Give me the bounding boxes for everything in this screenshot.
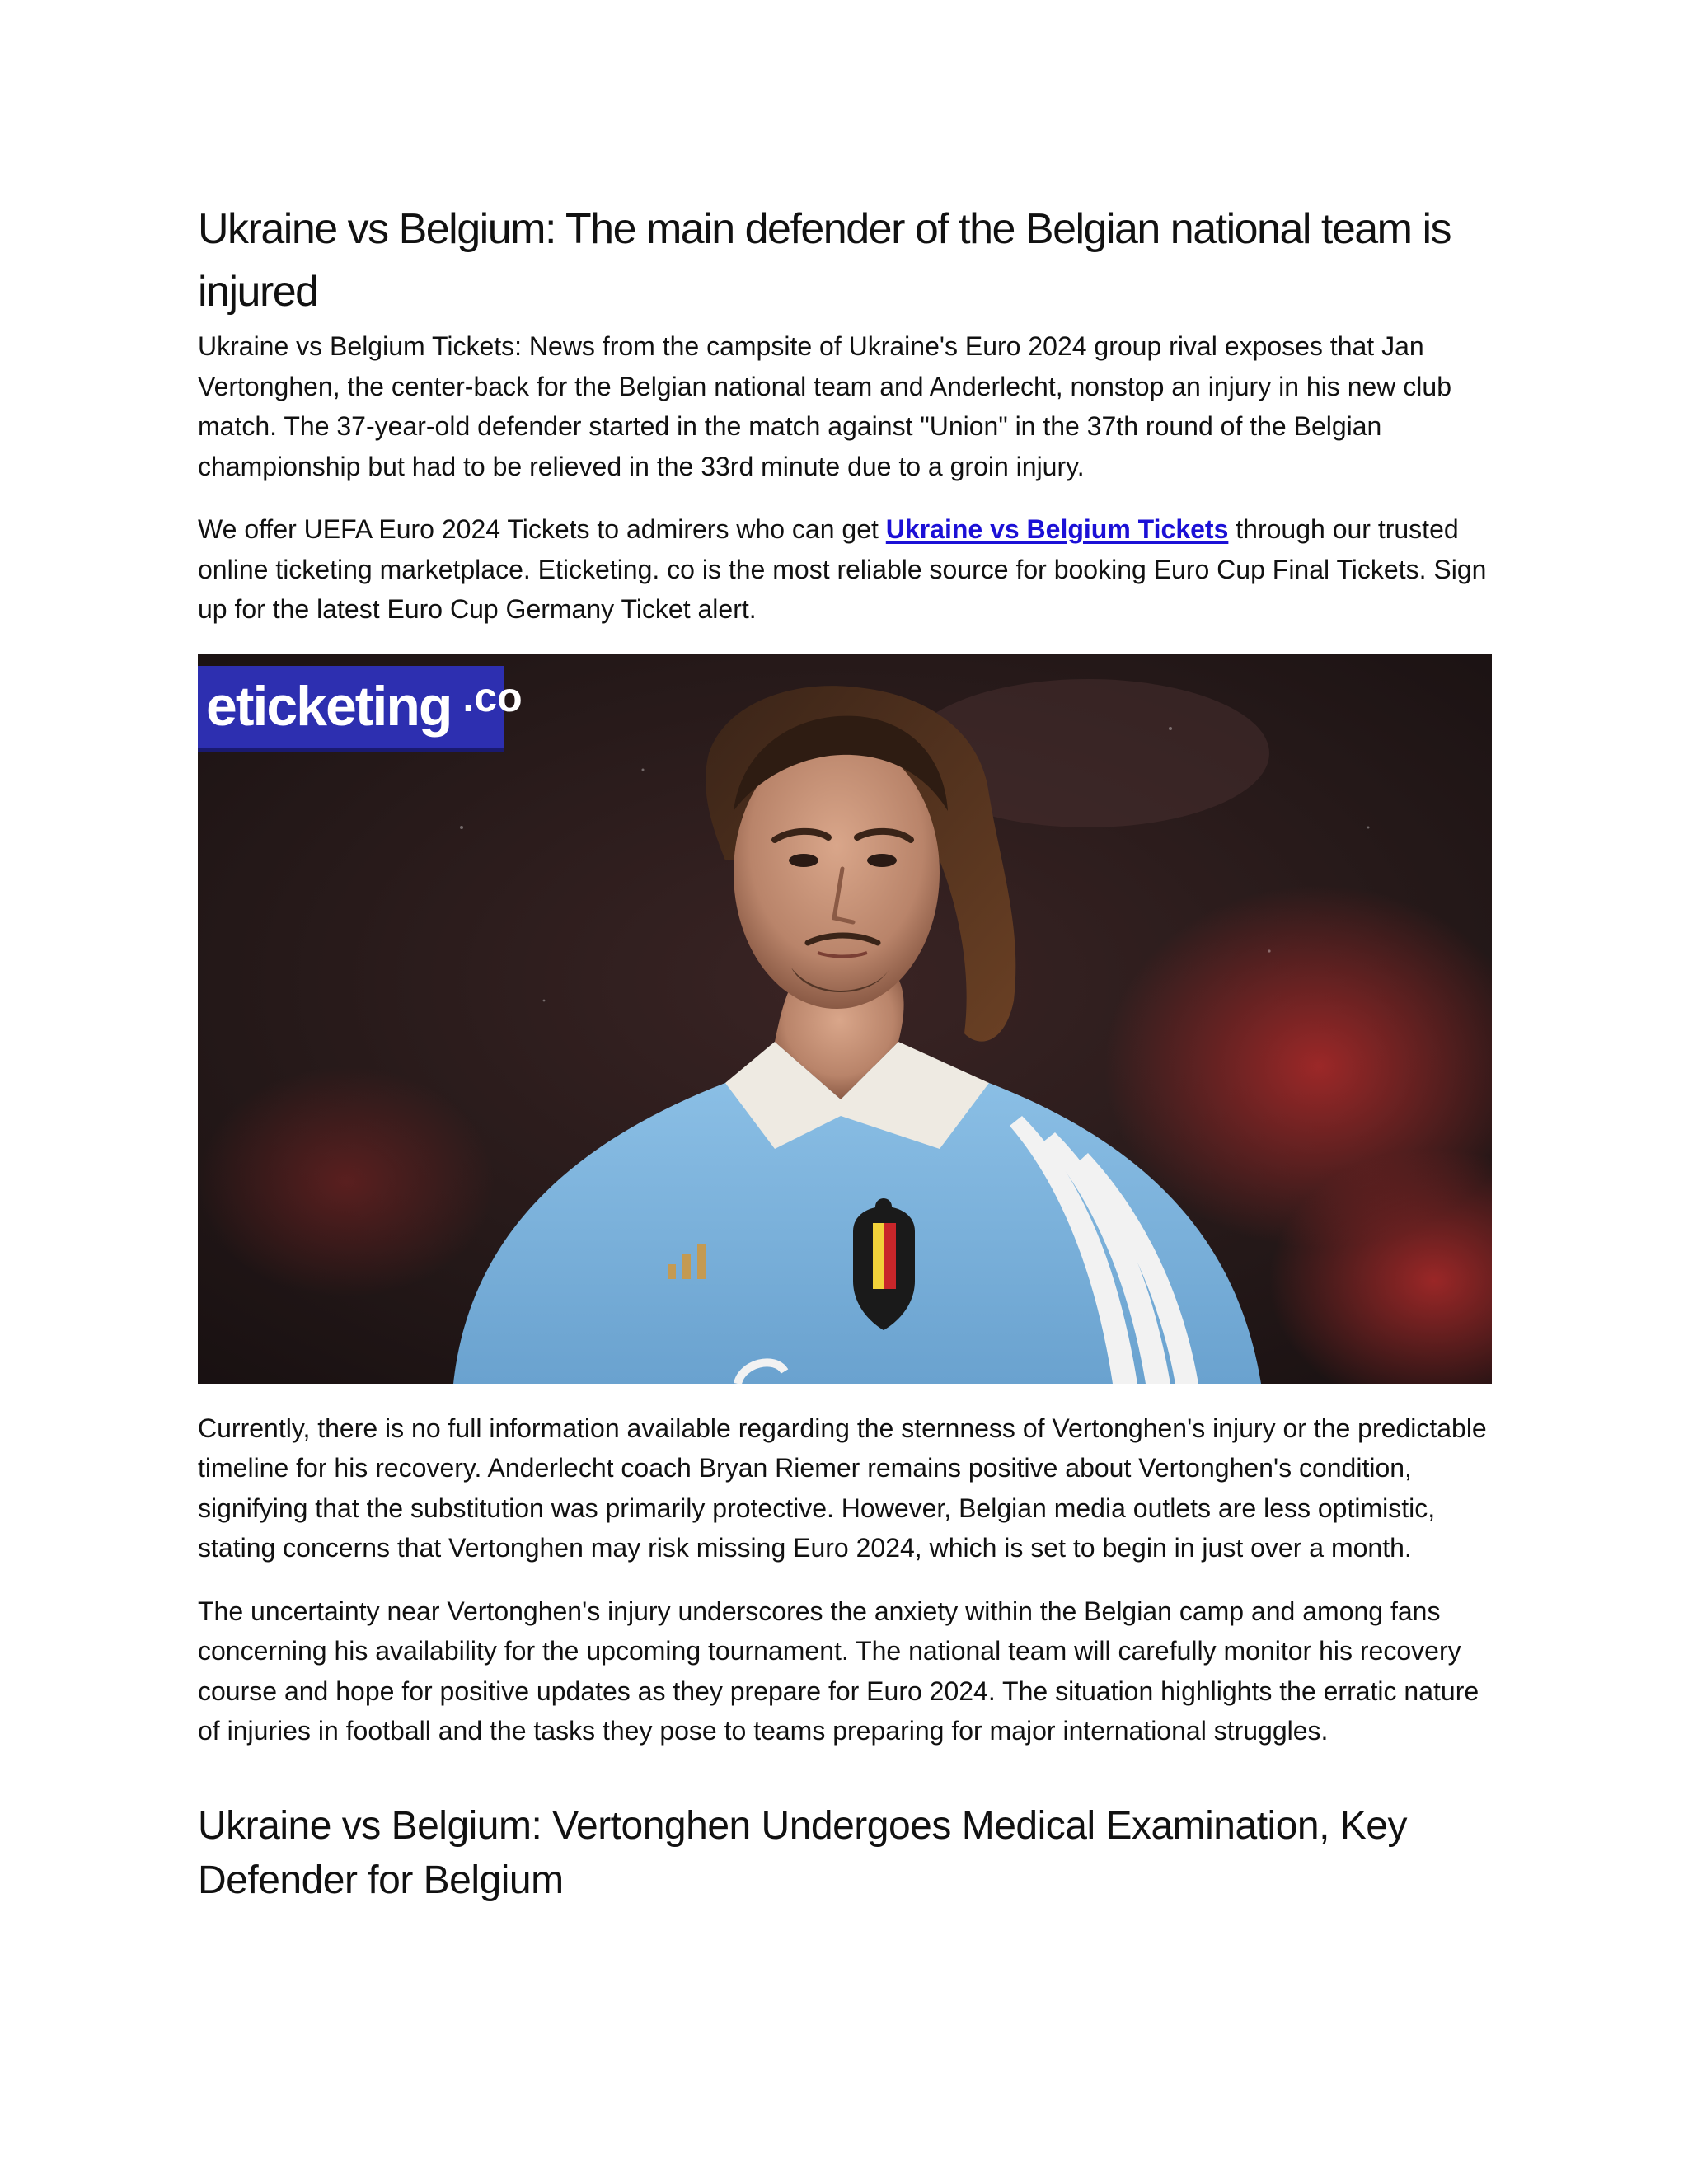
ukraine-vs-belgium-tickets-link[interactable]: Ukraine vs Belgium Tickets <box>885 514 1229 544</box>
article-title: Ukraine vs Belgium: The main defender of the Belgian national team is injured <box>198 205 1451 316</box>
paragraph-uncertainty: The uncertainty near Vertonghen's injury underscores the anxiety within the Belgian camp and among fans concerning his availability for the upcoming tournament. The national team will carefully monitor his recovery course and hope for positive updates as they prepare for Euro 2024. The situation highlights the erratic nature of injuries in football and the tasks they pose to teams preparing for major international struggles. <box>198 1596 1479 1746</box>
paragraph-offer-text-start: We offer UEFA Euro 2024 Tickets to admirers who can get <box>198 514 886 544</box>
paragraph-intro: Ukraine vs Belgium Tickets: News from the campsite of Ukraine's Euro 2024 group rival exposes that Jan Vertonghen, the center-back for the Belgian national team and Anderlecht, nonstop an injury in his new club match. The 37-year-old defender started in the match against "Union" in the 37th round of the Belgian championship but had to be relieved in the 33rd minute due to a groin injury. <box>198 331 1451 481</box>
paragraph-injury-status: Currently, there is no full information available regarding the sternness of Vertonghen's injury or the predictable timeline for his recovery. Anderlecht coach Bryan Riemer remains positive about Vertonghen's condition, signifying that the substitution was primarily protective. However, Belgian media outlets are less optimistic, stating concerns that Vertonghen may risk missing Euro 2024, which is set to begin in just over a month. <box>198 1413 1487 1563</box>
paragraph-offer <box>198 509 1492 630</box>
logo-wordmark: eticketing <box>206 675 452 738</box>
paragraph-offer-text-end: through our trusted online ticketing marketplace. Eticketing. co is the most reliable source for booking Euro Cup Final Tickets. Sign up for the latest Euro Cup Germany Ticket alert. <box>198 514 1487 624</box>
document-page <box>198 198 1492 1908</box>
player-photo-illustration <box>198 654 1492 1384</box>
eticketing-logo <box>198 666 523 752</box>
article-subheading: Ukraine vs Belgium: Vertonghen Undergoes Medical Examination, Key Defender for Belgium <box>198 1803 1407 1902</box>
player-photo <box>198 654 1492 1384</box>
logo-domain: .co <box>462 674 523 720</box>
